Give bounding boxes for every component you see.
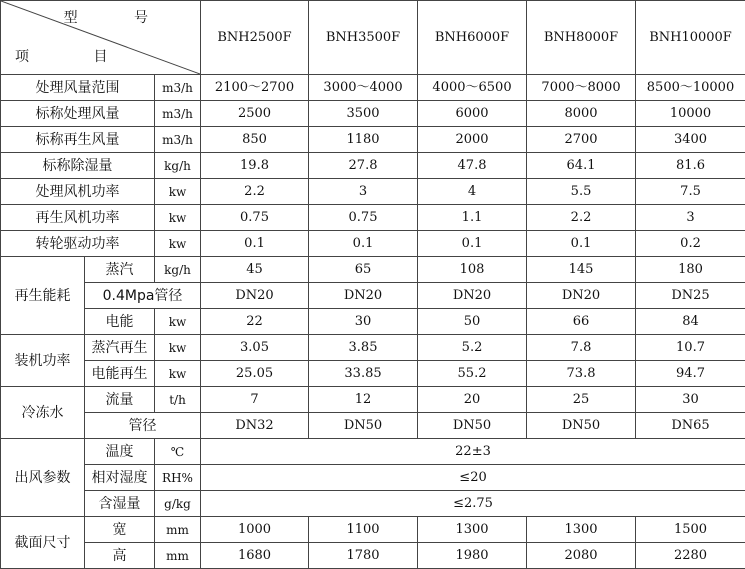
row-label: 流量: [85, 387, 155, 413]
value-cell: DN20: [309, 283, 418, 309]
value-cell: 180: [636, 257, 745, 283]
model-header: BNH6000F: [418, 1, 527, 75]
row-label: 标称处理风量: [1, 101, 155, 127]
table-row: [1, 439, 745, 465]
unit-cell: kw: [155, 309, 201, 335]
value-cell: 0.2: [636, 231, 745, 257]
value-cell: 2700: [527, 127, 636, 153]
value-cell: 2500: [201, 101, 309, 127]
value-cell: 73.8: [527, 361, 636, 387]
table-row: [1, 309, 745, 335]
value-cell: 81.6: [636, 153, 745, 179]
value-cell: 7.5: [636, 179, 745, 205]
value-cell: 2000: [418, 127, 527, 153]
model-header: BNH10000F: [636, 1, 745, 75]
value-cell: 4000～6500: [418, 75, 527, 101]
value-cell: 1000: [201, 517, 309, 543]
value-cell: DN50: [527, 413, 636, 439]
merged-value-cell: ≤2.75: [201, 491, 745, 517]
value-cell: 27.8: [309, 153, 418, 179]
value-cell: 2100～2700: [201, 75, 309, 101]
value-cell: DN65: [636, 413, 745, 439]
model-header: BNH2500F: [201, 1, 309, 75]
value-cell: 6000: [418, 101, 527, 127]
merged-value-cell: 22±3: [201, 439, 745, 465]
table-row: [1, 257, 745, 283]
unit-cell: m3/h: [155, 101, 201, 127]
row-label: 温度: [85, 439, 155, 465]
group-label: 再生能耗: [1, 257, 85, 335]
value-cell: 145: [527, 257, 636, 283]
value-cell: 0.1: [418, 231, 527, 257]
value-cell: 3400: [636, 127, 745, 153]
model-header: BNH8000F: [527, 1, 636, 75]
unit-cell: g/kg: [155, 491, 201, 517]
value-cell: 20: [418, 387, 527, 413]
value-cell: 3: [636, 205, 745, 231]
table-row: [1, 101, 745, 127]
row-label: 标称除湿量: [1, 153, 155, 179]
row-label: 相对湿度: [85, 465, 155, 491]
unit-cell: mm: [155, 543, 201, 569]
value-cell: 8500～10000: [636, 75, 745, 101]
value-cell: 25.05: [201, 361, 309, 387]
value-cell: 64.1: [527, 153, 636, 179]
value-cell: 3: [309, 179, 418, 205]
group-label: 出风参数: [1, 439, 85, 517]
row-label: 高: [85, 543, 155, 569]
value-cell: 94.7: [636, 361, 745, 387]
value-cell: 2280: [636, 543, 745, 569]
value-cell: 850: [201, 127, 309, 153]
row-label: 管径: [85, 413, 201, 439]
value-cell: 2.2: [201, 179, 309, 205]
value-cell: 1300: [418, 517, 527, 543]
unit-cell: kw: [155, 231, 201, 257]
value-cell: 10000: [636, 101, 745, 127]
unit-cell: kg/h: [155, 257, 201, 283]
value-cell: 66: [527, 309, 636, 335]
group-label: 截面尺寸: [1, 517, 85, 569]
value-cell: 1100: [309, 517, 418, 543]
row-label: 处理风量范围: [1, 75, 155, 101]
table-row: [1, 283, 745, 309]
unit-cell: ℃: [155, 439, 201, 465]
value-cell: 0.1: [527, 231, 636, 257]
unit-cell: kw: [155, 205, 201, 231]
row-label: 转轮驱动功率: [1, 231, 155, 257]
row-label: 宽: [85, 517, 155, 543]
value-cell: 25: [527, 387, 636, 413]
value-cell: 3.05: [201, 335, 309, 361]
table-row: [1, 231, 745, 257]
table-row: [1, 517, 745, 543]
table-row: [1, 465, 745, 491]
table-row: [1, 543, 745, 569]
group-label: 装机功率: [1, 335, 85, 387]
value-cell: 65: [309, 257, 418, 283]
value-cell: 1.1: [418, 205, 527, 231]
row-label: 再生风机功率: [1, 205, 155, 231]
group-label: 冷冻水: [1, 387, 85, 439]
value-cell: 3500: [309, 101, 418, 127]
unit-cell: kw: [155, 335, 201, 361]
corner-top-label: 型 号: [64, 11, 174, 25]
value-cell: 7.8: [527, 335, 636, 361]
value-cell: 30: [309, 309, 418, 335]
row-label: 处理风机功率: [1, 179, 155, 205]
corner-bottom-label: 项 目: [15, 50, 137, 64]
unit-cell: t/h: [155, 387, 201, 413]
table-row: [1, 153, 745, 179]
value-cell: 50: [418, 309, 527, 335]
row-label: 0.4Mpa管径: [85, 283, 201, 309]
table-row: [1, 413, 745, 439]
table-row: [1, 179, 745, 205]
value-cell: DN20: [527, 283, 636, 309]
value-cell: 5.5: [527, 179, 636, 205]
unit-cell: kw: [155, 361, 201, 387]
value-cell: 19.8: [201, 153, 309, 179]
value-cell: 2.2: [527, 205, 636, 231]
table-row: [1, 205, 745, 231]
value-cell: 2080: [527, 543, 636, 569]
value-cell: 7000～8000: [527, 75, 636, 101]
table-row: [1, 335, 745, 361]
row-label: 电能: [85, 309, 155, 335]
value-cell: 8000: [527, 101, 636, 127]
value-cell: 84: [636, 309, 745, 335]
row-label: 标称再生风量: [1, 127, 155, 153]
value-cell: 3.85: [309, 335, 418, 361]
table-row: [1, 491, 745, 517]
value-cell: 5.2: [418, 335, 527, 361]
value-cell: 22: [201, 309, 309, 335]
value-cell: 4: [418, 179, 527, 205]
unit-cell: kg/h: [155, 153, 201, 179]
row-label: 含湿量: [85, 491, 155, 517]
value-cell: 45: [201, 257, 309, 283]
value-cell: 0.1: [201, 231, 309, 257]
unit-cell: m3/h: [155, 75, 201, 101]
value-cell: 108: [418, 257, 527, 283]
value-cell: 7: [201, 387, 309, 413]
value-cell: 1780: [309, 543, 418, 569]
row-label: 电能再生: [85, 361, 155, 387]
value-cell: 0.1: [309, 231, 418, 257]
value-cell: DN50: [309, 413, 418, 439]
table-row: [1, 127, 745, 153]
corner-cell: [1, 1, 201, 75]
table-row: [1, 75, 745, 101]
value-cell: 3000～4000: [309, 75, 418, 101]
value-cell: 0.75: [309, 205, 418, 231]
value-cell: 47.8: [418, 153, 527, 179]
header-row: [1, 1, 745, 75]
value-cell: 30: [636, 387, 745, 413]
value-cell: DN32: [201, 413, 309, 439]
value-cell: DN50: [418, 413, 527, 439]
value-cell: DN20: [418, 283, 527, 309]
unit-cell: mm: [155, 517, 201, 543]
row-label: 蒸汽再生: [85, 335, 155, 361]
value-cell: 33.85: [309, 361, 418, 387]
value-cell: 1300: [527, 517, 636, 543]
value-cell: 1980: [418, 543, 527, 569]
row-label: 蒸汽: [85, 257, 155, 283]
value-cell: 10.7: [636, 335, 745, 361]
value-cell: 1500: [636, 517, 745, 543]
model-header: BNH3500F: [309, 1, 418, 75]
table-row: [1, 387, 745, 413]
value-cell: DN25: [636, 283, 745, 309]
value-cell: 55.2: [418, 361, 527, 387]
value-cell: 1180: [309, 127, 418, 153]
value-cell: 12: [309, 387, 418, 413]
unit-cell: m3/h: [155, 127, 201, 153]
value-cell: DN20: [201, 283, 309, 309]
value-cell: 1680: [201, 543, 309, 569]
value-cell: 0.75: [201, 205, 309, 231]
unit-cell: RH%: [155, 465, 201, 491]
merged-value-cell: ≤20: [201, 465, 745, 491]
unit-cell: kw: [155, 179, 201, 205]
table-row: [1, 361, 745, 387]
